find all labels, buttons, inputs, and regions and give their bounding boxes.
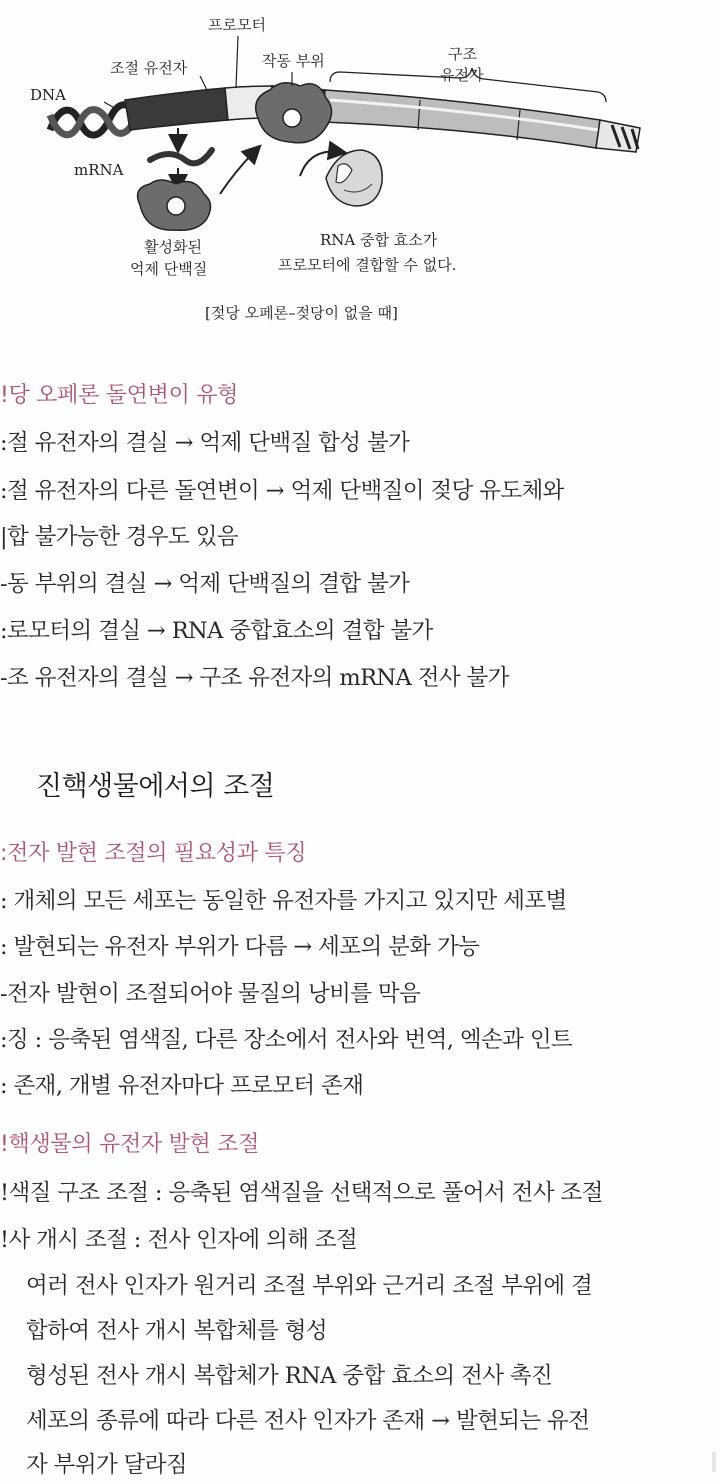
dna-helix-icon	[50, 105, 134, 135]
need-line-4: :징 : 응축된 염색질, 다른 장소에서 전사와 번역, 엑손과 인트	[0, 1027, 573, 1053]
mrna-label: mRNA	[74, 161, 124, 179]
structural-gene-label-2: 유전자	[440, 66, 484, 84]
eukaryote-section-heading: 진핵생물에서의 조절	[36, 771, 275, 802]
bound-repressor-icon	[256, 83, 332, 143]
lac-operon-figure	[0, 0, 722, 345]
euk-detail-line-3: 형성된 전사 개시 복합체가 RNA 중합 효소의 전사 촉진	[26, 1363, 553, 1389]
need-line-1: : 개체의 모든 세포는 동일한 유전자를 가지고 있지만 세포별	[0, 888, 567, 914]
euk-detail-line-2: 합하여 전사 개시 복합체를 형성	[26, 1318, 327, 1344]
figure-caption: [젖당 오페론–젖당이 없을 때]	[205, 304, 398, 322]
dna-strand	[125, 86, 640, 152]
structural-gene-segment	[323, 90, 600, 148]
euk-regulation-title: !핵생물의 유전자 발현 조절	[0, 1132, 260, 1157]
mutation-line-1: :절 유전자의 결실 → 억제 단백질 합성 불가	[0, 430, 410, 456]
page-edge-mark	[712, 1452, 716, 1472]
regulator-gene-segment	[125, 88, 228, 130]
activated-repressor-icon	[138, 180, 211, 230]
euk-regulation-line-2: !사 개시 조절 : 전사 인자에 의해 조절	[0, 1227, 358, 1253]
promoter-label: 프로모터	[208, 16, 266, 34]
mutation-line-5: :로모터의 결실 → RNA 중합효소의 결합 불가	[0, 618, 433, 644]
euk-regulation-line-1: !색질 구조 조절 : 응축된 염색질을 선택적으로 풀어서 전사 조절	[0, 1180, 603, 1206]
structural-gene-label-1: 구조	[448, 45, 477, 63]
need-line-3: -전자 발현이 조절되어야 물질의 낭비를 막음	[0, 981, 421, 1007]
mutation-section-title: !당 오페론 돌연변이 유형	[0, 383, 239, 408]
euk-detail-line-4: 세포의 종류에 따라 다른 전사 인자가 존재 → 발현되는 유전	[26, 1408, 590, 1434]
operator-label: 작동 부위	[262, 52, 325, 70]
rna-polymerase-label-1: RNA 중합 효소가	[320, 231, 438, 249]
mutation-line-2: :절 유전자의 다른 돌연변이 → 억제 단백질이 젖당 유도체와	[0, 478, 564, 504]
regulator-gene-label: 조절 유전자	[110, 59, 188, 77]
cut-prefix: !	[0, 383, 9, 408]
mutation-line-4: -동 부위의 결실 → 억제 단백질의 결합 불가	[0, 571, 410, 597]
rna-polymerase-icon	[326, 150, 382, 206]
mrna-icon	[150, 150, 212, 163]
dna-label: DNA	[30, 86, 66, 104]
rna-polymerase-label-2: 프로모터에 결합할 수 없다.	[278, 256, 457, 274]
activated-repressor-label-1: 활성화된	[144, 238, 202, 256]
curved-arrow-icon	[220, 150, 256, 194]
mutation-line-6: -조 유전자의 결실 → 구조 유전자의 mRNA 전사 불가	[0, 665, 509, 691]
need-section-title: :전자 발현 조절의 필요성과 특징	[0, 841, 307, 866]
need-line-2: : 발현되는 유전자 부위가 다름 → 세포의 분화 가능	[0, 934, 480, 960]
activated-repressor-label-2: 억제 단백질	[130, 260, 208, 278]
euk-detail-line-5: 자 부위가 달라짐	[26, 1452, 188, 1478]
need-line-5: : 존재, 개별 유전자마다 프로모터 존재	[0, 1073, 364, 1099]
mutation-line-3: |합 불가능한 경우도 있음	[0, 524, 238, 550]
euk-detail-line-1: 여러 전사 인자가 원거리 조절 부위와 근거리 조절 부위에 결	[26, 1273, 593, 1299]
